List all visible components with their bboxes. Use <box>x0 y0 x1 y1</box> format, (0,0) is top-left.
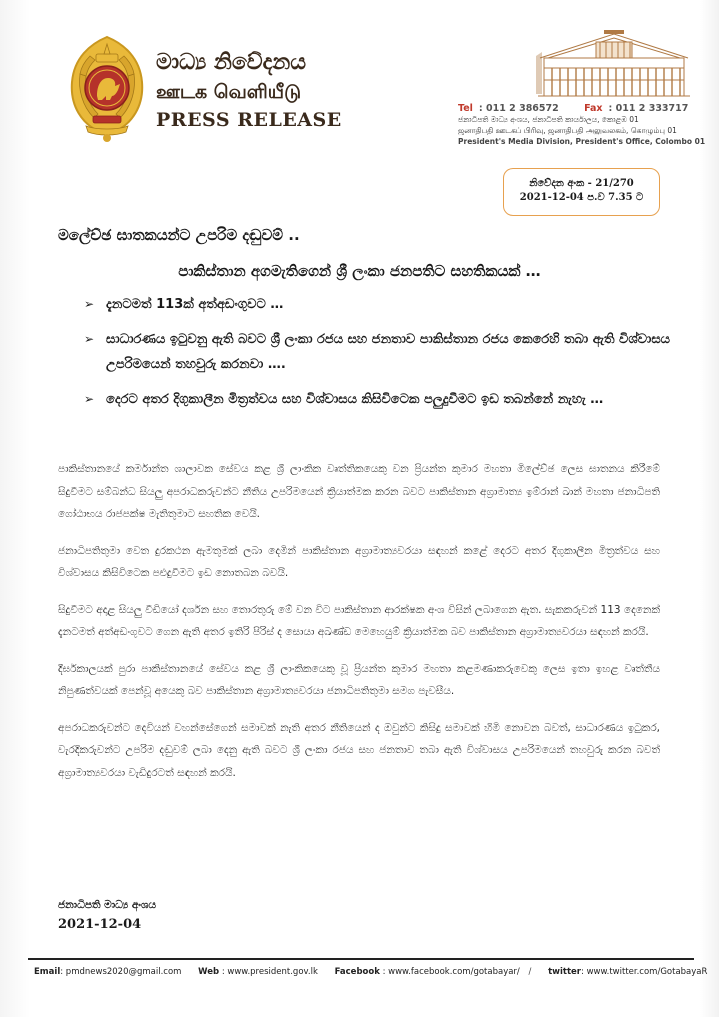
arrow-bullet-icon: ➢ <box>84 392 95 406</box>
release-number: නිවේදන අංක - 21/270 <box>529 178 634 189</box>
body-paragraph: ජනාධිපතිතුමා වෙත දුරකථන ඇමතුමක් ලබා දෙමින් පාකිස්තාන අග්‍රාමාත්‍යවරයා සඳහන් කළේ දෙරට අතර දිගුකාලීන මිත්‍රත්වය සහ විශ්වාසය කිසිවිටෙක පළුදුවීමට ඉඩ නොතබන බවයි. <box>58 544 660 579</box>
headline: මලේච්ඡ ඝාතකයන්ට උපරිම දඬුවම් .. <box>58 226 300 244</box>
address-tamil: ஜனாதிபதி ஊடகப் பிரிவு, ஜனாதிபதி அலுவலகம், கொழும்பு 01 <box>458 126 677 135</box>
title-tamil: ஊடக வெளியீடு <box>156 81 302 103</box>
body-paragraph: අපරාධකරුවන්ට දෙවියන් වහන්සේගෙන් සමාවක් නැති අතර නීතියෙන් ද ඔවුන්ට කිසිදු සමාවක් හිමි නොවන බවත්, සාධාරණය ඉටුකර, වැරදිකරුවන්ට උපරිම දඬුවම් ලබා දෙනු ඇති බවට ශ්‍රී ලංකා රජය සහ ජනතාව තබා ඇති විශ්වාසය උපරිමයෙන් තහවුරු කරන බවත් අග්‍රාමාත්‍යවරයා වැඩිදුරටත් සඳහන් කරයි. <box>58 721 660 779</box>
contact-info <box>458 103 708 147</box>
fax-label: Fax <box>584 103 603 114</box>
body-paragraph: පාකිස්තානයේ කර්මාන්ත ශාලාවක සේවය කළ ශ්‍රී ලාංකික වෘත්තිකයෙකු වන ප්‍රියන්ත කුමාර මහතා මිලේච්ඡ ලෙස ඝාතනය කිරීමේ සිදුවීමට සම්බන්ධ සියලු අපරාධකරුවන්ට නීතිය උපරිමයෙන් ක්‍රියාත්මක කරන බවට පාකිස්තාන අග්‍රාමාත්‍ය ඉම්රාන් ඛාන් මහතා ජනාධිපති ගෝඨාභය රාජපක්ෂ මැතිතුමාට සහතික වෙයි. <box>58 463 660 520</box>
arrow-bullet-icon: ➢ <box>84 332 95 346</box>
web-label: Web <box>198 967 220 977</box>
footer-facebook[interactable] <box>335 967 520 977</box>
address-english: President's Media Division, President's Office, Colombo 01 <box>458 137 706 146</box>
phone-fax-line <box>458 103 708 114</box>
footer-contacts <box>34 967 708 977</box>
title-english: PRESS RELEASE <box>156 109 342 131</box>
highlight-item <box>84 292 674 317</box>
release-body <box>58 458 660 798</box>
body-paragraph: දීර්ඝකාලයක් පුරා පාකිස්තානයේ සේවය කළ ශ්‍රී ලාංකිකයෙකු වූ ප්‍රියන්ත කුමාර මහතා කළමණාකරුවෙකු ලෙස ඉතා ඉහළ වෘත්තීය නිපුණත්වයක් පෙන්වූ අයෙකු බව පාකිස්තාන අග්‍රාමාත්‍යවරයා ජනාධිපතිතුමා සමග පැවසීය. <box>58 662 660 697</box>
highlight-list <box>84 292 674 422</box>
facebook-value: : www.facebook.com/gotabayar/ <box>382 967 520 977</box>
highlight-item <box>84 387 674 412</box>
tel-value: : 011 2 386572 <box>478 103 559 114</box>
signature-block <box>58 896 156 936</box>
signature-organization: ජනාධිපති මාධ්‍ය අංශය <box>58 899 157 911</box>
highlight-text: දැනටමත් 113ක් අත්අඩංගුවට … <box>106 297 284 312</box>
presidents-office-building-icon <box>534 28 694 98</box>
sri-lanka-emblem-icon <box>66 34 148 144</box>
facebook-label: Facebook <box>334 967 380 977</box>
highlight-item <box>84 327 674 377</box>
highlight-text: සාධාරණය ඉටුවනු ඇති බවට ශ්‍රී ලංකා රජය සහ ජනතාව පාකිස්තාන රජය කෙරෙහි තබා ඇති විශ්වාසය උපරිමයෙන් තහවුරු කරනවා …. <box>106 332 671 372</box>
footer-divider <box>28 958 694 960</box>
letterhead-title <box>156 50 416 132</box>
title-sinhala: මාධ්‍ය නිවේදනය <box>156 50 307 75</box>
tel-label: Tel <box>458 103 473 114</box>
twitter-label: twitter <box>548 967 581 977</box>
reference-box <box>503 168 660 216</box>
arrow-bullet-icon: ➢ <box>84 297 95 311</box>
email-label: Email <box>34 967 61 977</box>
footer-email[interactable] <box>34 967 181 977</box>
signature-date: 2021-12-04 <box>58 917 142 932</box>
footer-web[interactable] <box>198 967 318 977</box>
web-value: : www.president.gov.lk <box>221 967 318 977</box>
highlight-text: දෙරට අතර දිගුකාලීන මිත්‍රත්වය සහ විශ්වාසය කිසිවිටෙක පලුදුවීමට ඉඩ තබන්නේ නැහැ … <box>106 392 604 407</box>
footer-separator: / <box>528 967 532 977</box>
twitter-value: : www.twitter.com/GotabayaR <box>581 967 708 977</box>
subheadline: පාකිස්තාන අගමැතිගෙන් ශ්‍රී ලංකා ජනපතිට සහතිකයක් … <box>178 262 541 280</box>
email-value: : pmdnews2020@gmail.com <box>60 967 182 977</box>
footer-twitter[interactable] <box>548 967 707 977</box>
fax-value: : 011 2 333717 <box>608 103 689 114</box>
body-paragraph: සිදුවීමට අදාළ සියලු වීඩියෝ දර්ශන සහ තොරතුරු මේ වන විට පාකිස්තාන ආරක්ෂක අංශ විසින් ලබාගෙන ඇත. සැකකරුවන් 113 දෙනෙක් දැනටමත් අත්අඩංගුවට ගෙන ඇති අතර ඉතිරි පිරිස් ද සොයා අඛණ්ඩ මෙහෙයුම් ක්‍රියාත්මක බව පාකිස්තාන අග්‍රාමාත්‍යවරයා සඳහන් කරයි. <box>58 603 660 638</box>
address-sinhala: ජනාධිපති මාධ්‍ය අංශය, ජනාධිපති කාර්යාලය, කොළඹ 01 <box>458 115 639 124</box>
release-datetime: 2021-12-04 ප.ව 7.35 ට <box>519 192 644 203</box>
